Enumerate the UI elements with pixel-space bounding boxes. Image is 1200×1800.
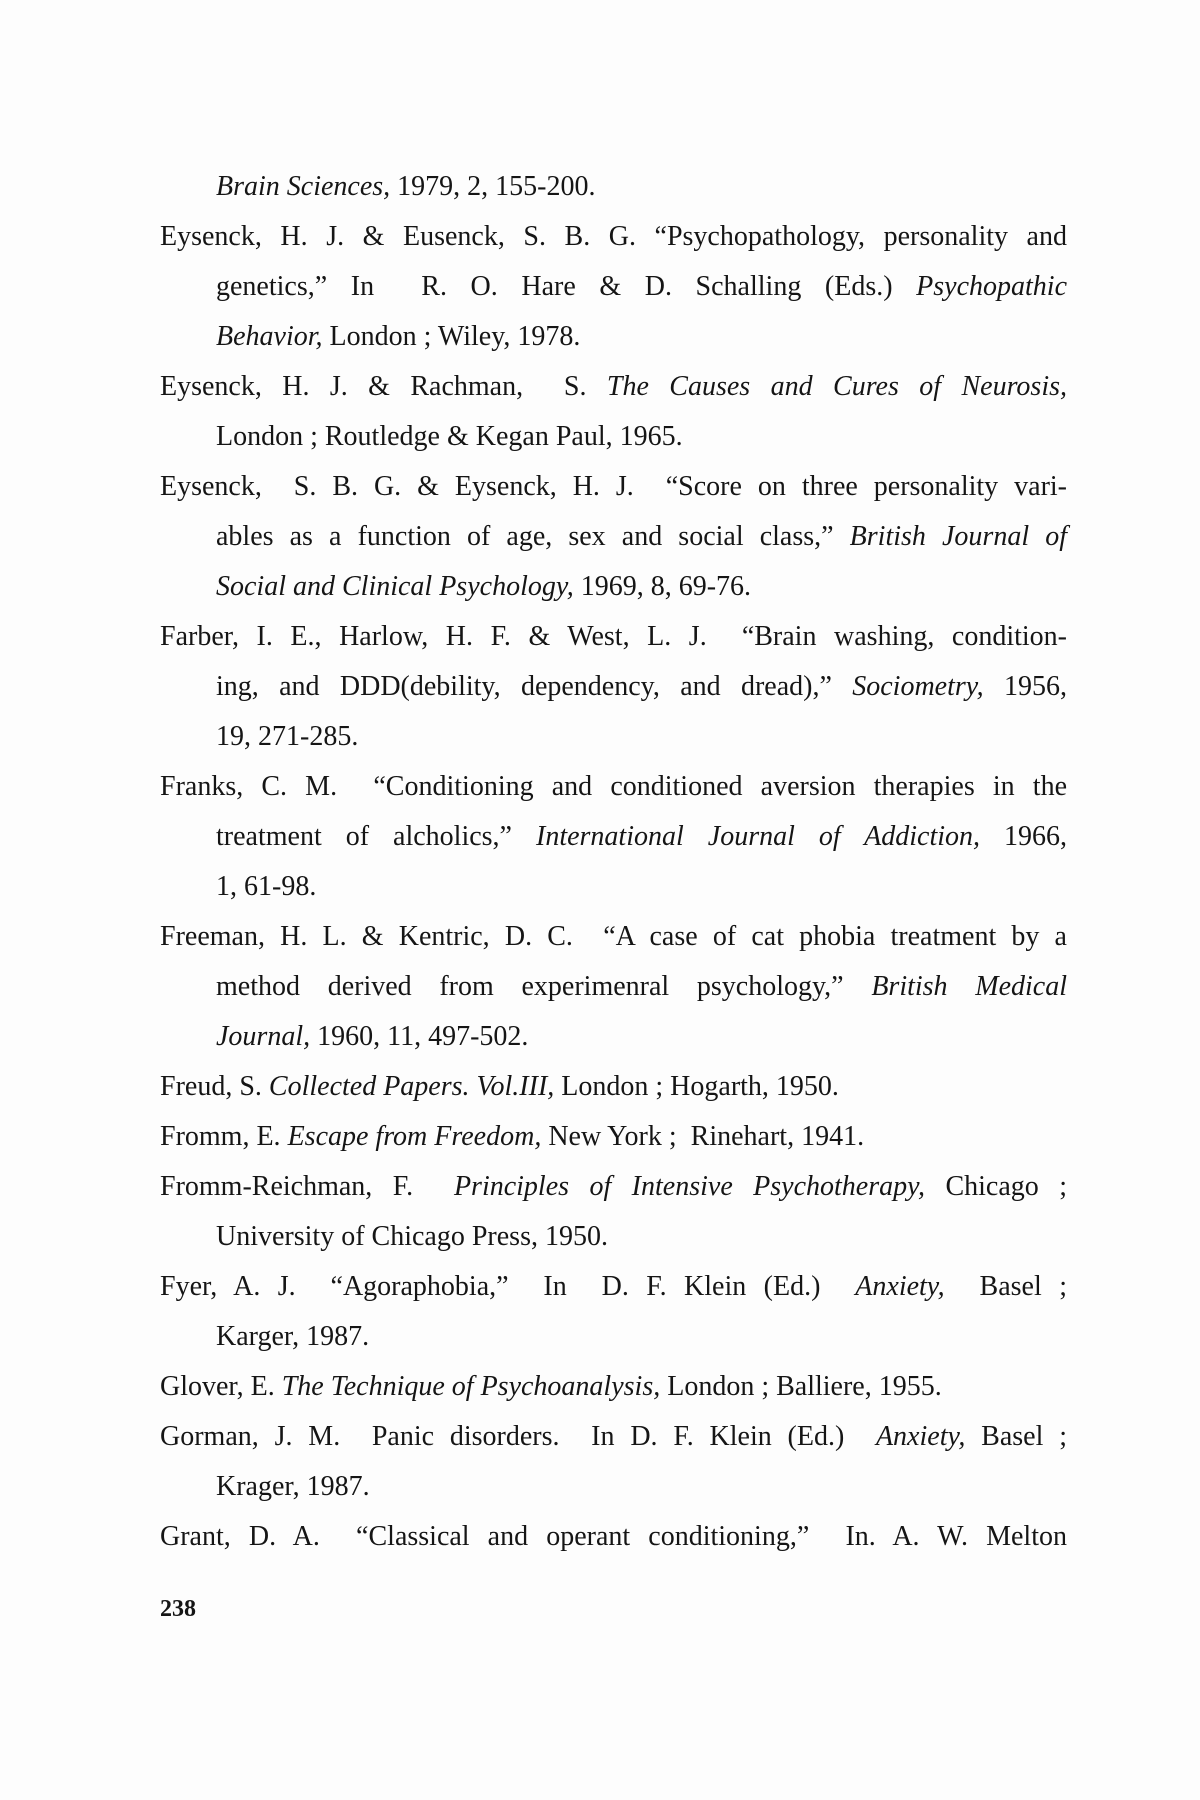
- italic-title-text: British Journal of: [849, 521, 1067, 552]
- italic-title-text: Principles of Intensive Psychotherapy,: [453, 1171, 926, 1202]
- reference-line: [160, 1112, 1067, 1162]
- reference-text: Eysenck, H. J. & Eusenck, S. B. G. “Psychopathology, personality and: [160, 221, 1067, 252]
- reference-line: [216, 312, 1067, 362]
- italic-title-text: International Journal of Addiction,: [536, 821, 981, 852]
- reference-entry: [160, 1262, 1067, 1362]
- reference-line: [216, 1462, 1067, 1512]
- italic-title-text: Psychopathic: [916, 271, 1067, 302]
- italic-title-text: Anxiety,: [875, 1421, 966, 1452]
- reference-line: [160, 1412, 1067, 1462]
- italic-title-text: Brain Sciences,: [216, 171, 391, 202]
- page-number: 238: [160, 1596, 196, 1622]
- reference-line: [160, 212, 1067, 262]
- reference-text: Basel ;: [965, 1421, 1067, 1452]
- reference-entry: [160, 362, 1067, 462]
- italic-title-text: British Medical: [871, 971, 1067, 1002]
- reference-text: genetics,” In R. O. Hare & D. Schalling (Eds.): [216, 271, 917, 302]
- reference-entry: [160, 762, 1067, 912]
- reference-line: [160, 362, 1067, 412]
- reference-text: Franks, C. M. “Conditioning and conditioned aversion therapies in the: [160, 771, 1067, 802]
- reference-line: [160, 762, 1067, 812]
- reference-line: [216, 512, 1067, 562]
- italic-title-text: Journal,: [216, 1021, 311, 1052]
- reference-text: Karger, 1987.: [216, 1321, 370, 1352]
- reference-text: 1, 61-98.: [216, 871, 317, 902]
- reference-line: [160, 1162, 1067, 1212]
- reference-entry: [160, 162, 1067, 212]
- italic-title-text: Behavior,: [216, 321, 323, 352]
- reference-line: [216, 662, 1067, 712]
- reference-line: [216, 962, 1067, 1012]
- reference-text: Eysenck, H. J. & Rachman, S.: [160, 371, 607, 402]
- reference-entry: [160, 1112, 1067, 1162]
- reference-line: [216, 812, 1067, 862]
- reference-entry: [160, 1162, 1067, 1262]
- reference-entry: [160, 462, 1067, 612]
- reference-text: Eysenck, S. B. G. & Eysenck, H. J. “Score on three personality vari-: [160, 471, 1067, 502]
- italic-title-text: Collected Papers. Vol.III,: [268, 1071, 555, 1102]
- reference-text: Farber, I. E., Harlow, H. F. & West, L. J. “Brain washing, condition-: [160, 621, 1067, 652]
- reference-line: [216, 262, 1067, 312]
- reference-text: Fromm-Reichman, F.: [160, 1171, 454, 1202]
- reference-text: London ; Routledge & Kegan Paul, 1965.: [216, 421, 683, 452]
- reference-text: Chicago ;: [925, 1171, 1067, 1202]
- reference-text: Basel ;: [944, 1271, 1067, 1302]
- reference-text: 1966,: [980, 821, 1068, 852]
- reference-text: 1979, 2, 155-200.: [390, 171, 596, 202]
- reference-entry: [160, 1412, 1067, 1512]
- reference-text: Freud, S.: [160, 1071, 269, 1102]
- reference-text: method derived from experimenral psychology,”: [216, 971, 872, 1002]
- reference-text: New York ; Rinehart, 1941.: [541, 1121, 865, 1152]
- reference-text: London ; Wiley, 1978.: [322, 321, 581, 352]
- reference-line: [160, 1512, 1067, 1562]
- reference-text: Grant, D. A. “Classical and operant conditioning,” In. A. W. Melton: [160, 1521, 1067, 1552]
- reference-line: [160, 1262, 1067, 1312]
- reference-text: Fyer, A. J. “Agoraphobia,” In D. F. Klein (Ed.): [160, 1271, 856, 1302]
- reference-text: Glover, E.: [160, 1371, 282, 1402]
- reference-text: University of Chicago Press, 1950.: [216, 1221, 608, 1252]
- reference-text: treatment of alcholics,”: [216, 821, 536, 852]
- reference-line: [160, 1062, 1067, 1112]
- reference-entry: [160, 212, 1067, 362]
- reference-text: Fromm, E.: [160, 1121, 288, 1152]
- reference-list: [160, 162, 1067, 1562]
- reference-line: [160, 612, 1067, 662]
- reference-line: [216, 562, 1067, 612]
- reference-line: [160, 1362, 1067, 1412]
- reference-text: 1969, 8, 69-76.: [573, 571, 752, 602]
- italic-title-text: Anxiety,: [855, 1271, 945, 1302]
- reference-text: ing, and DDD(debility, dependency, and dread),”: [216, 671, 853, 702]
- reference-line: [216, 412, 1067, 462]
- reference-line: [216, 1212, 1067, 1262]
- reference-line: [216, 1012, 1067, 1062]
- italic-title-text: The Causes and Cures of Neurosis,: [606, 371, 1067, 402]
- italic-title-text: The Technique of Psychoanalysis,: [281, 1371, 661, 1402]
- italic-title-text: Social and Clinical Psychology,: [216, 571, 574, 602]
- italic-title-text: Sociometry,: [852, 671, 984, 702]
- reference-line: [216, 1312, 1067, 1362]
- reference-entry: [160, 1362, 1067, 1412]
- reference-text: Gorman, J. M. Panic disorders. In D. F. Klein (Ed.): [160, 1421, 876, 1452]
- reference-text: London ; Balliere, 1955.: [660, 1371, 942, 1402]
- reference-entry: [160, 1512, 1067, 1562]
- reference-entry: [160, 912, 1067, 1062]
- reference-text: 1960, 11, 497-502.: [310, 1021, 529, 1052]
- reference-entry: [160, 612, 1067, 762]
- reference-entry: [160, 1062, 1067, 1112]
- reference-line: [160, 462, 1067, 512]
- italic-title-text: Escape from Freedom,: [287, 1121, 542, 1152]
- reference-text: Krager, 1987.: [216, 1471, 370, 1502]
- reference-text: ables as a function of age, sex and social class,”: [216, 521, 850, 552]
- reference-line: [216, 162, 1067, 212]
- reference-line: [160, 912, 1067, 962]
- reference-text: Freeman, H. L. & Kentric, D. C. “A case of cat phobia treatment by a: [160, 921, 1067, 952]
- reference-text: 1956,: [983, 671, 1067, 702]
- reference-line: [216, 862, 1067, 912]
- reference-line: [216, 712, 1067, 762]
- reference-text: London ; Hogarth, 1950.: [554, 1071, 839, 1102]
- reference-text: 19, 271-285.: [216, 721, 359, 752]
